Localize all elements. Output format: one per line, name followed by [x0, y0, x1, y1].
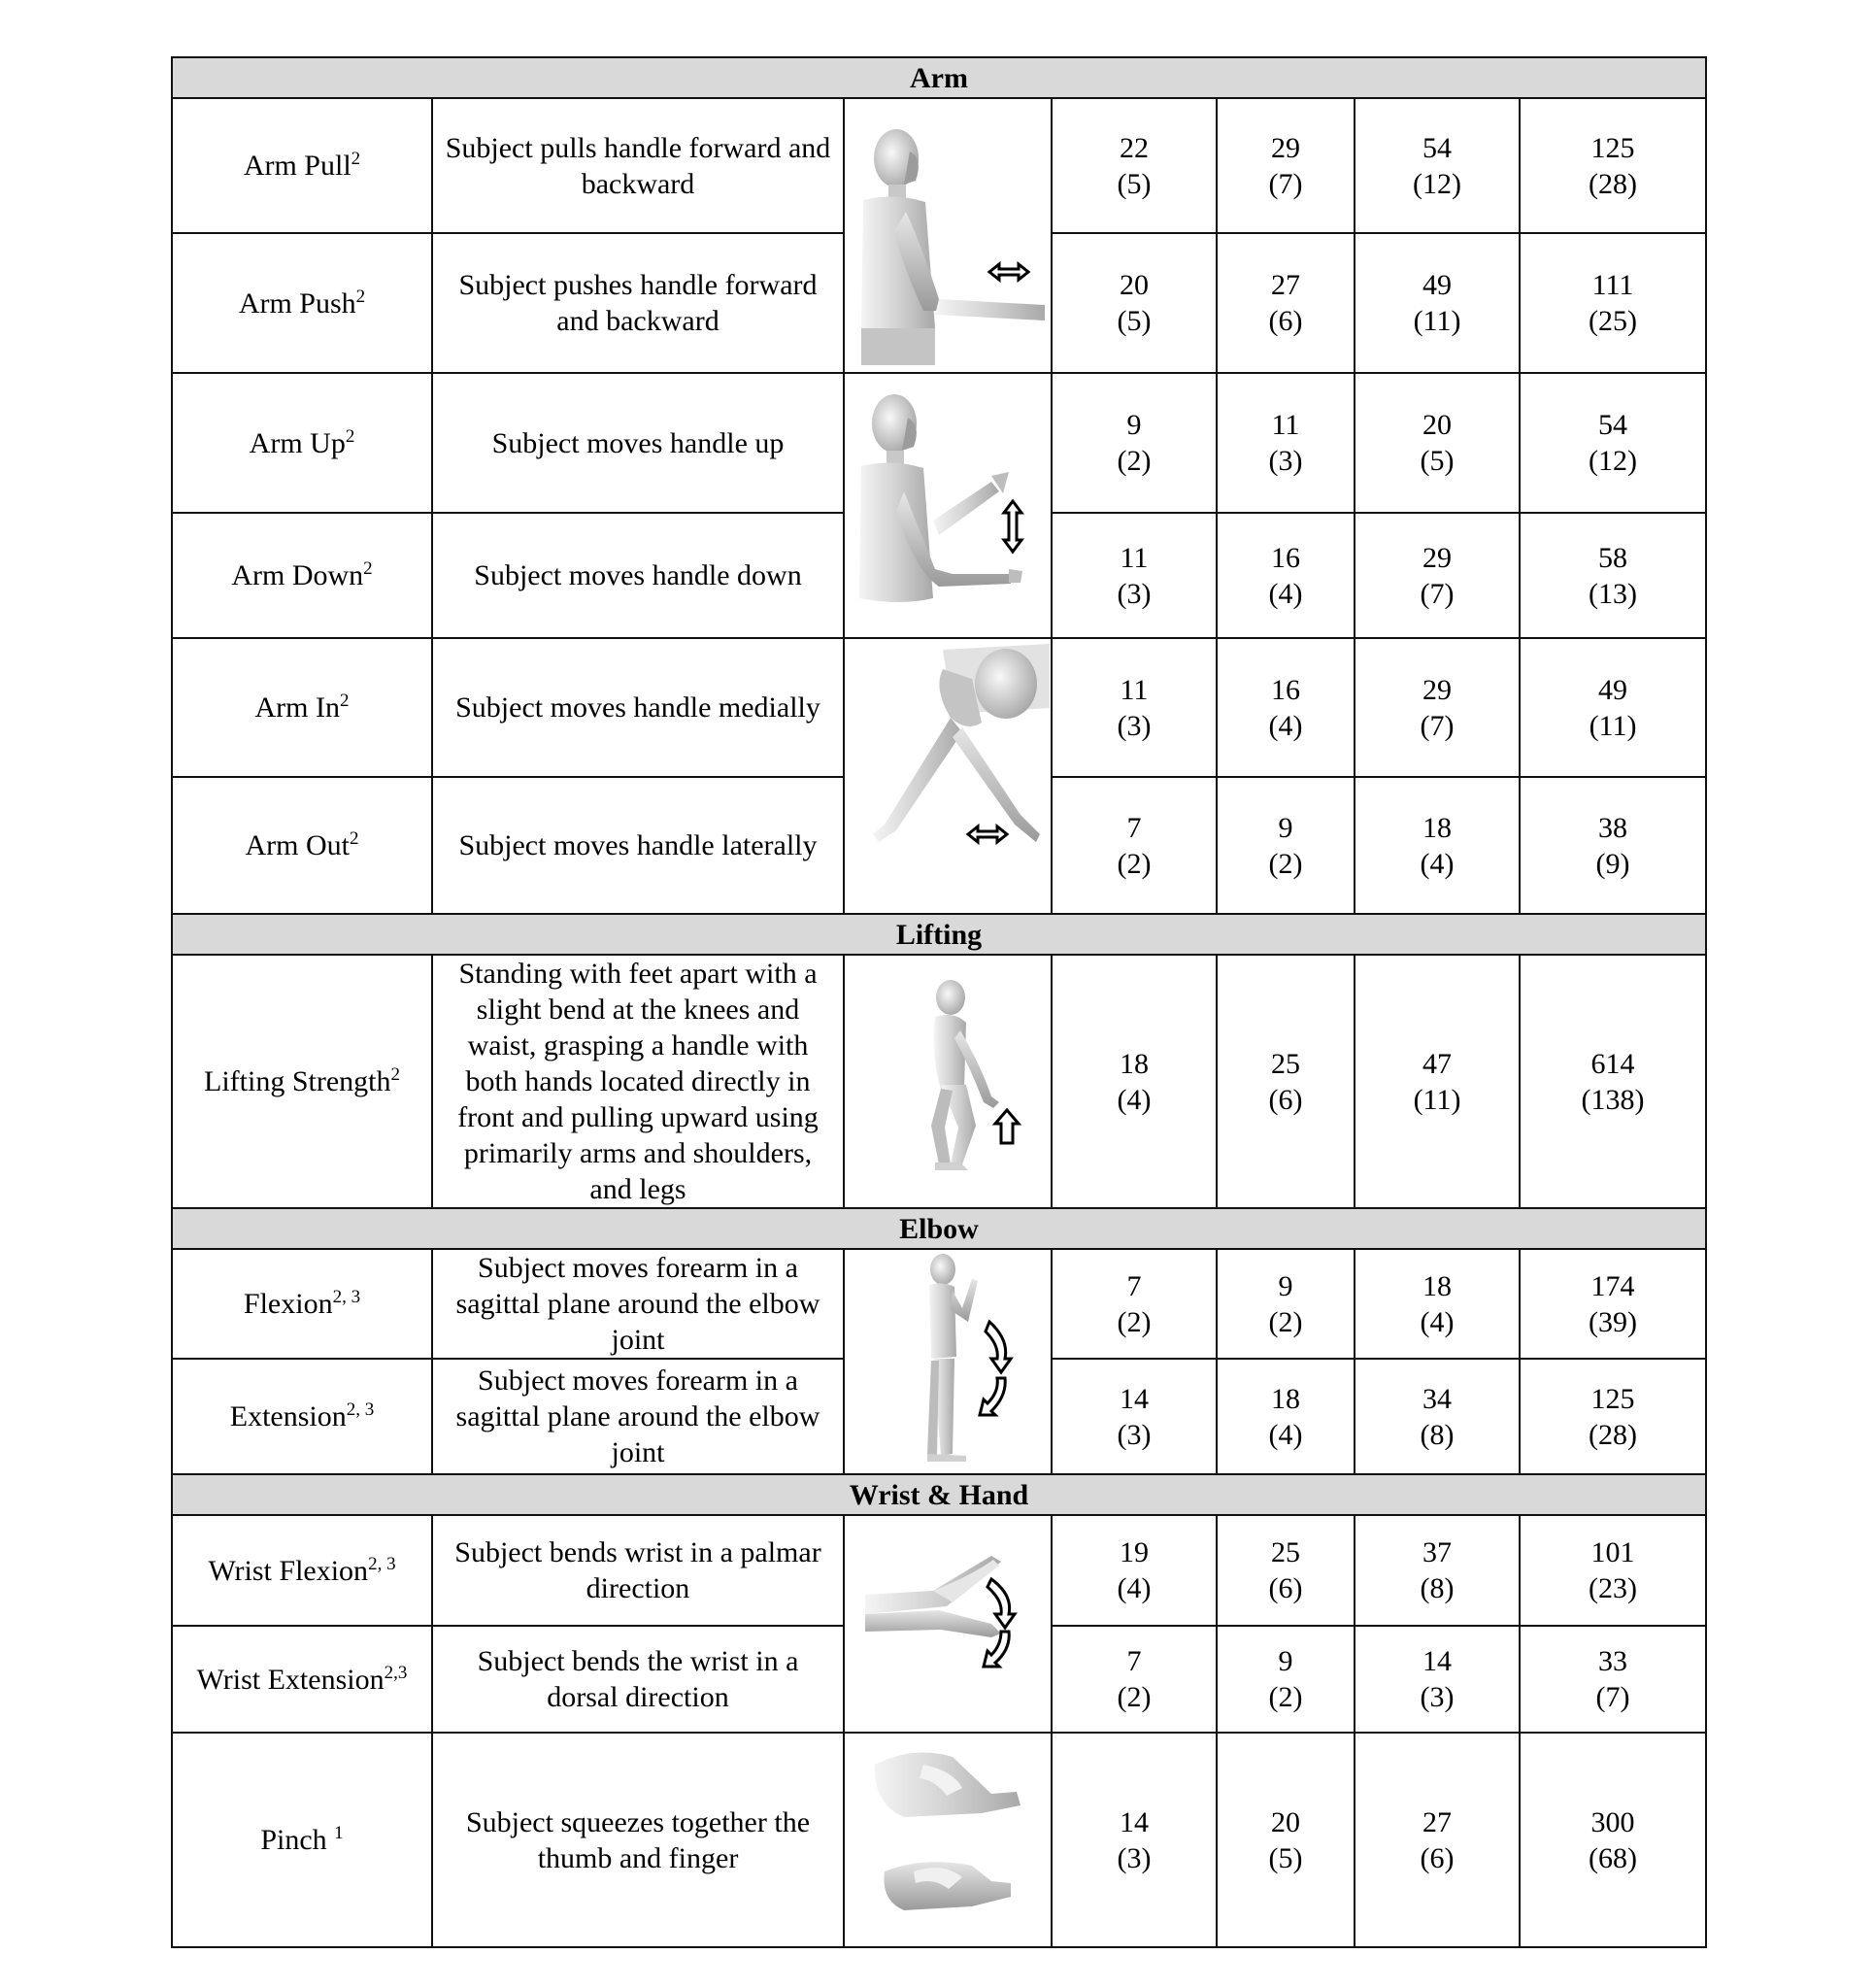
value-cell: 29 (7): [1217, 98, 1355, 233]
wrist-flexion-extension-figure-icon: [844, 1515, 1052, 1733]
horizontal-double-arrow-icon: [968, 826, 1007, 842]
value-cell: 18 (4): [1355, 777, 1520, 914]
value-cell: 7 (2): [1052, 777, 1217, 914]
arm-push-pull-figure-icon: [844, 98, 1052, 373]
lifting-figure-icon: [844, 955, 1052, 1208]
value-cell: 22 (5): [1052, 98, 1217, 233]
value-cell: 7 (2): [1052, 1626, 1217, 1733]
value-cell: 16 (4): [1217, 513, 1355, 638]
exercise-name: Lifting Strength$^2$: [172, 955, 432, 1208]
value-cell: 111 (25): [1520, 233, 1706, 373]
table-row: [172, 1733, 1706, 1947]
value-cell: 58 (13): [1520, 513, 1706, 638]
table-row: [172, 373, 1706, 513]
exercise-description: Subject moves handle up: [432, 373, 844, 513]
value-cell: 18 (4): [1355, 1249, 1520, 1359]
value-cell: 38 (9): [1520, 777, 1706, 914]
value-cell: 20 (5): [1355, 373, 1520, 513]
value-cell: 27 (6): [1355, 1733, 1520, 1947]
value-cell: 27 (6): [1217, 233, 1355, 373]
exercise-description: Subject pulls handle forward and backward: [432, 98, 844, 233]
section-header-elbow: [172, 1208, 1706, 1249]
value-cell: 101 (23): [1520, 1515, 1706, 1626]
exercise-description: Subject squeezes together the thumb and finger: [432, 1733, 844, 1947]
value-cell: 19 (4): [1052, 1515, 1217, 1626]
value-cell: 11 (3): [1217, 373, 1355, 513]
value-cell: 47 (11): [1355, 955, 1520, 1208]
exercise-name: Arm In$^2$: [172, 638, 432, 777]
pinch-hands-figure-icon: [844, 1733, 1052, 1947]
value-cell: 174 (39): [1520, 1249, 1706, 1359]
value-cell: 125 (28): [1520, 98, 1706, 233]
value-cell: 49 (11): [1520, 638, 1706, 777]
value-cell: 614 (138): [1520, 955, 1706, 1208]
value-cell: 11 (3): [1052, 513, 1217, 638]
exercise-description: Subject pushes handle forward and backward: [432, 233, 844, 373]
exercise-description: Subject moves forearm in a sagittal plane around the elbow joint: [432, 1359, 844, 1474]
arm-in-out-figure-icon: [844, 638, 1052, 914]
value-cell: 54 (12): [1355, 98, 1520, 233]
table-row: [172, 98, 1706, 233]
value-cell: 11 (3): [1052, 638, 1217, 777]
value-cell: 37 (8): [1355, 1515, 1520, 1626]
value-cell: 49 (11): [1355, 233, 1520, 373]
exercise-description: Standing with feet apart with a slight bend at the knees and waist, grasping a handle with both hands located directly in front and pulling upward using primarily arms and shoulders, and legs: [432, 955, 844, 1208]
value-cell: 25 (6): [1217, 1515, 1355, 1626]
value-cell: 125 (28): [1520, 1359, 1706, 1474]
value-cell: 14 (3): [1052, 1733, 1217, 1947]
exercise-name: Arm Push$^2$: [172, 233, 432, 373]
exercise-description: Subject moves handle down: [432, 513, 844, 638]
value-cell: 20 (5): [1052, 233, 1217, 373]
value-cell: 54 (12): [1520, 373, 1706, 513]
exercise-description: Subject bends the wrist in a dorsal direction: [432, 1626, 844, 1733]
table-row: [172, 1515, 1706, 1626]
vertical-double-arrow-icon: [1004, 501, 1021, 552]
up-arrow-icon: [995, 1110, 1019, 1143]
value-cell: 9 (2): [1217, 777, 1355, 914]
value-cell: 33 (7): [1520, 1626, 1706, 1733]
exercise-name: Arm Up$^2$: [172, 373, 432, 513]
exercise-name: Wrist Extension$^{2,3}$: [172, 1626, 432, 1733]
value-cell: 14 (3): [1355, 1626, 1520, 1733]
section-title: Lifting: [172, 914, 1706, 955]
curved-double-arrow-icon: [980, 1322, 1011, 1415]
section-header-wrist-hand: [172, 1474, 1706, 1515]
value-cell: 34 (8): [1355, 1359, 1520, 1474]
value-cell: 9 (2): [1217, 1626, 1355, 1733]
value-cell: 9 (2): [1217, 1249, 1355, 1359]
strength-data-table: [171, 56, 1707, 1948]
exercise-description: Subject moves forearm in a sagittal plane around the elbow joint: [432, 1249, 844, 1359]
value-cell: 18 (4): [1217, 1359, 1355, 1474]
curved-double-arrow-icon: [984, 1579, 1015, 1667]
value-cell: 300 (68): [1520, 1733, 1706, 1947]
value-cell: 7 (2): [1052, 1249, 1217, 1359]
value-cell: 29 (7): [1355, 638, 1520, 777]
section-title: Arm: [172, 57, 1706, 98]
exercise-name: Arm Out$^2$: [172, 777, 432, 914]
exercise-description: Subject bends wrist in a palmar direction: [432, 1515, 844, 1626]
exercise-name: Extension$^{2, 3}$: [172, 1359, 432, 1474]
value-cell: 16 (4): [1217, 638, 1355, 777]
section-title: Wrist & Hand: [172, 1474, 1706, 1515]
value-cell: 29 (7): [1355, 513, 1520, 638]
section-title: Elbow: [172, 1208, 1706, 1249]
exercise-description: Subject moves handle medially: [432, 638, 844, 777]
table-row: [172, 638, 1706, 777]
exercise-description: Subject moves handle laterally: [432, 777, 844, 914]
value-cell: 18 (4): [1052, 955, 1217, 1208]
value-cell: 14 (3): [1052, 1359, 1217, 1474]
exercise-name: Arm Down$^2$: [172, 513, 432, 638]
section-header-arm: [172, 57, 1706, 98]
exercise-name: Wrist Flexion$^{2, 3}$: [172, 1515, 432, 1626]
table-row: [172, 1249, 1706, 1359]
elbow-flexion-extension-figure-icon: [844, 1249, 1052, 1474]
value-cell: 20 (5): [1217, 1733, 1355, 1947]
exercise-name: Flexion$^{2, 3}$: [172, 1249, 432, 1359]
value-cell: 25 (6): [1217, 955, 1355, 1208]
exercise-name: Pinch $^1$: [172, 1733, 432, 1947]
section-header-lifting: [172, 914, 1706, 955]
arm-up-down-figure-icon: [844, 373, 1052, 638]
value-cell: 9 (2): [1052, 373, 1217, 513]
exercise-name: Arm Pull$^2$: [172, 98, 432, 233]
table-row: [172, 955, 1706, 1208]
horizontal-double-arrow-icon: [989, 264, 1028, 280]
